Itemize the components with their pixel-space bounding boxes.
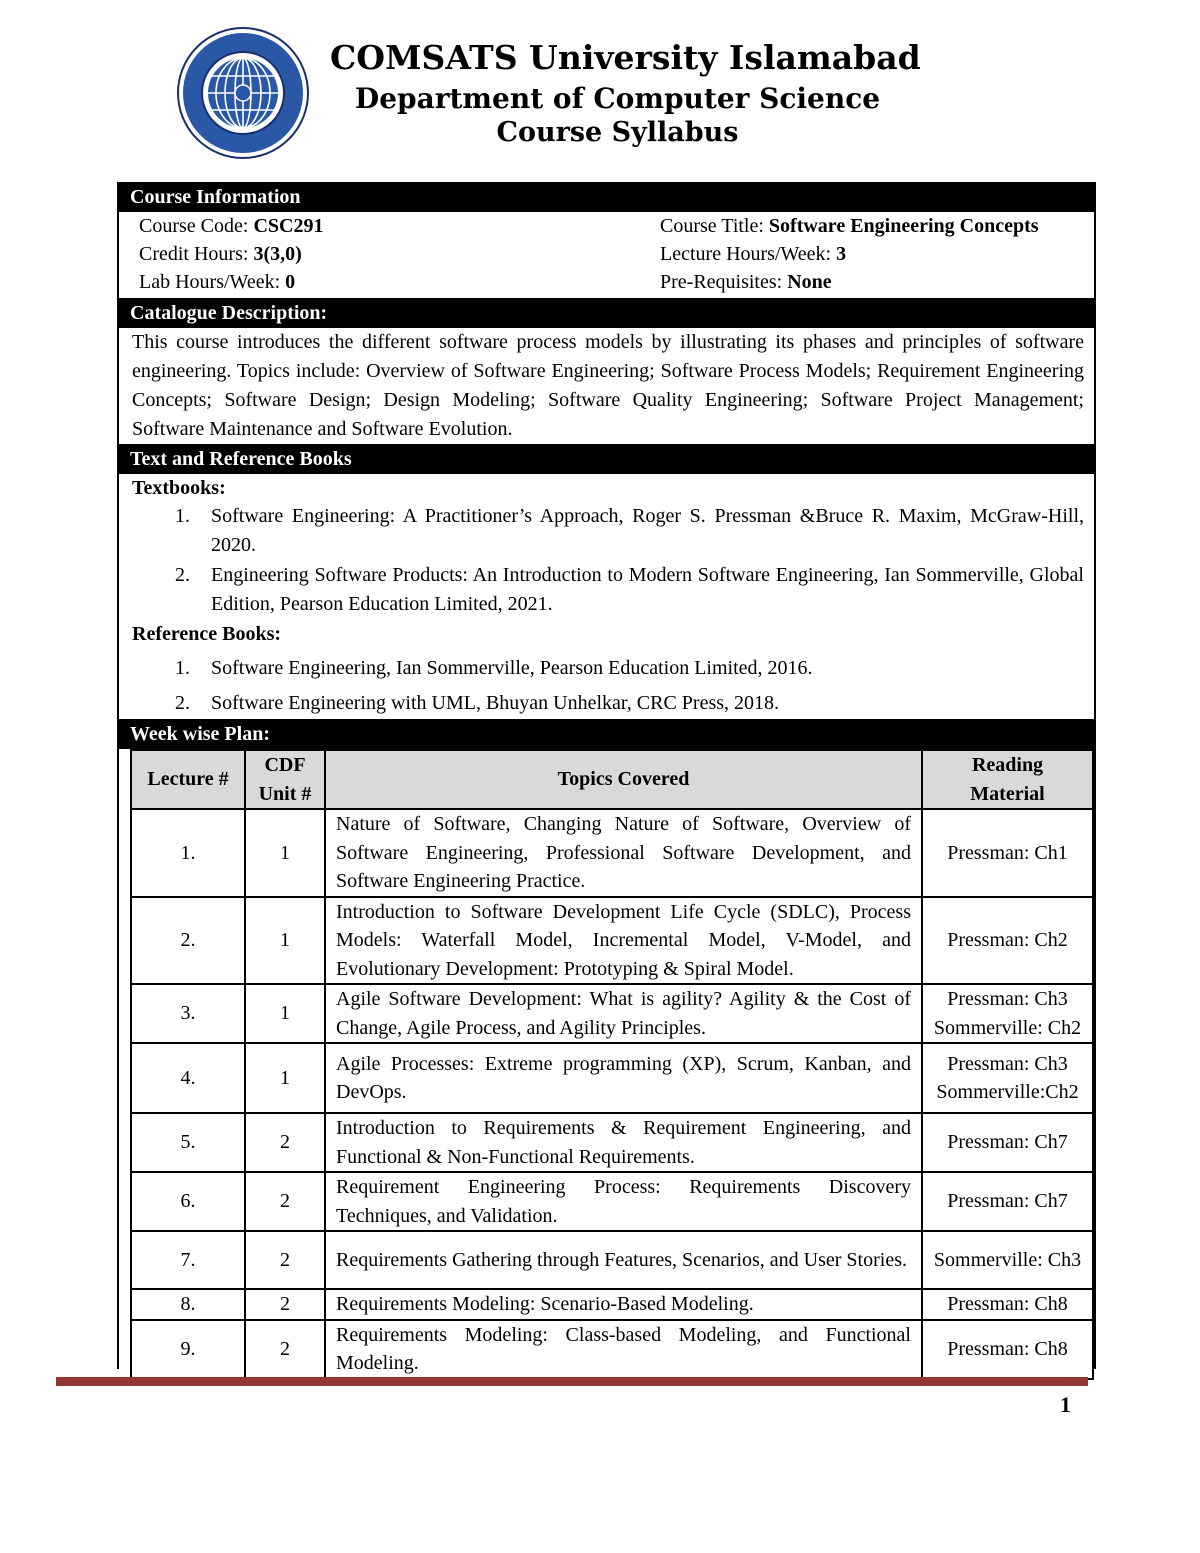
reading-cell: Pressman: Ch1 [922,809,1093,897]
column-header-reading: Reading Material [922,750,1093,809]
course-code: Course Code: CSC291 [139,215,324,237]
topics-cell: Introduction to Requirements & Requirement Engineering, and Functional & Non-Functional Requirements. [325,1113,922,1172]
lecture-cell: 8. [131,1289,245,1320]
unit-cell: 1 [245,809,325,897]
reading-cell: Pressman: Ch8 [922,1289,1093,1320]
topics-cell: Requirements Modeling: Scenario-Based Modeling. [325,1289,922,1320]
reference-books-label: Reference Books: [132,623,282,645]
lecture-cell: 3. [131,984,245,1043]
textbook-number: 2. [175,564,190,586]
topics-cell: Requirements Modeling: Class-based Modeling, and Functional Modeling. [325,1320,922,1379]
textbooks-label: Textbooks: [132,477,226,499]
topics-cell: Requirements Gathering through Features, Scenarios, and User Stories. [325,1231,922,1289]
syllabus-body [117,182,1096,1374]
topics-cell: Introduction to Software Development Life Cycle (SDLC), Process Models: Waterfall Model, Incremental Model, V-Model, and Evolutionary Development: Prototyping & Spiral Model. [325,897,922,985]
lab-hours: Lab Hours/Week: 0 [139,271,296,293]
reading-cell: Pressman: Ch8 [922,1320,1093,1379]
course-information-heading: Course Information [117,182,1096,212]
table-row [131,1043,1093,1113]
page-number: 1 [1060,1392,1071,1417]
lecture-cell: 9. [131,1320,245,1379]
university-name: COMSATS University Islamabad [330,38,921,77]
week-plan-table [130,749,1094,1380]
unit-cell: 1 [245,897,325,985]
lecture-hours: Lecture Hours/Week: 3 [660,243,847,265]
course-title: Course Title: Software Engineering Concepts [660,215,1039,237]
unit-cell: 2 [245,1172,325,1231]
document-title: Course Syllabus [496,117,739,148]
reading-cell: Pressman: Ch2 [922,897,1093,985]
table-row [131,1172,1093,1231]
table-row [131,1289,1093,1320]
unit-cell: 1 [245,1043,325,1113]
reading-cell: Pressman: Ch7 [922,1172,1093,1231]
footer-rule [56,1377,1088,1386]
unit-cell: 2 [245,1113,325,1172]
reference-number: 2. [175,692,190,714]
table-row [131,897,1093,985]
reference-item: Software Engineering, Ian Sommerville, Pearson Education Limited, 2016. [211,657,813,679]
reference-item: Software Engineering with UML, Bhuyan Unhelkar, CRC Press, 2018. [211,692,780,714]
topics-cell: Agile Processes: Extreme programming (XP), Scrum, Kanban, and DevOps. [325,1043,922,1113]
reference-number: 1. [175,657,190,679]
lecture-cell: 4. [131,1043,245,1113]
textbook-number: 1. [175,505,190,527]
table-row [131,984,1093,1043]
pre-requisites: Pre-Requisites: None [660,271,832,293]
topics-cell: Agile Software Development: What is agility? Agility & the Cost of Change, Agile Process, and Agility Principles. [325,984,922,1043]
lecture-cell: 7. [131,1231,245,1289]
reading-cell: Pressman: Ch3 Sommerville:Ch2 [922,1043,1093,1113]
reading-cell: Sommerville: Ch3 [922,1231,1093,1289]
credit-hours: Credit Hours: 3(3,0) [139,243,302,265]
university-logo [176,26,310,160]
column-header-cdf-unit: CDF Unit # [245,750,325,809]
catalogue-heading: Catalogue Description: [117,298,1096,328]
books-heading: Text and Reference Books [117,444,1096,474]
table-row [131,1113,1093,1172]
lecture-cell: 2. [131,897,245,985]
lecture-cell: 1. [131,809,245,897]
lecture-cell: 5. [131,1113,245,1172]
textbook-item: Software Engineering: A Practitioner’s Approach, Roger S. Pressman &Bruce R. Maxim, McGraw-Hill, 2020. [211,505,1084,556]
week-plan-heading: Week wise Plan: [117,719,1096,749]
unit-cell: 2 [245,1289,325,1320]
topics-cell: Requirement Engineering Process: Requirements Discovery Techniques, and Validation. [325,1172,922,1231]
textbook-item: Engineering Software Products: An Introduction to Modern Software Engineering, Ian Sommerville, Global Edition, Pearson Education Limited, 2021. [211,564,1084,615]
table-header-row [131,750,1093,809]
table-row [131,1231,1093,1289]
lecture-cell: 6. [131,1172,245,1231]
table-row [131,1320,1093,1379]
unit-cell: 1 [245,984,325,1043]
catalogue-description: This course introduces the different software process models by illustrating its phases and principles of software engineering. Topics include: Overview of Software Engineering; Software Process Models; Requirement Engineering Concepts; Software Design; Design Modeling; Software Quality Engineering; Software Project Management; Software Maintenance and Software Evolution. [132,331,1084,440]
department-name: Department of Computer Science [354,82,881,115]
reading-cell: Pressman: Ch3 Sommerville: Ch2 [922,984,1093,1043]
topics-cell: Nature of Software, Changing Nature of Software, Overview of Software Engineering, Professional Software Development, and Software Engineering Practice. [325,809,922,897]
unit-cell: 2 [245,1320,325,1379]
unit-cell: 2 [245,1231,325,1289]
table-row [131,809,1093,897]
column-header-topics: Topics Covered [325,750,922,809]
reading-cell: Pressman: Ch7 [922,1113,1093,1172]
column-header-lecture: Lecture # [131,750,245,809]
